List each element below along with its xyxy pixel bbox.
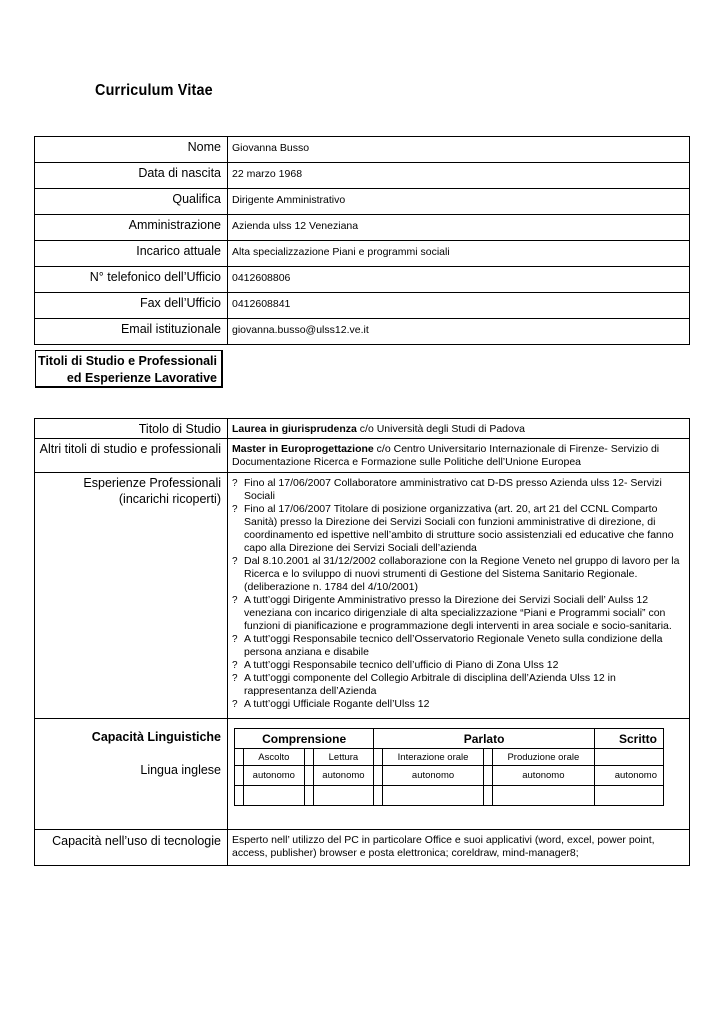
altri-titoli-master: Master in Europrogettazione [232, 443, 374, 455]
grid-empty [313, 786, 374, 806]
esperienze-label-line2: (incarichi ricoperti) [118, 492, 221, 506]
personal-row [35, 241, 690, 267]
grid-empty [483, 786, 492, 806]
level-produzione: autonomo [492, 766, 594, 786]
bullet-icon: ? [232, 595, 238, 606]
grid-spacer [304, 766, 313, 786]
bullet-icon: ? [232, 673, 238, 684]
esperienza-text: A tutt’oggi Ufficiale Rogante dell’Ulss 12 [244, 698, 430, 710]
titolo-value [228, 419, 690, 439]
esperienza-text: A tutt’oggi Responsabile tecnico dell’ufficio di Piano di Zona Ulss 12 [244, 659, 559, 671]
personal-row [35, 163, 690, 189]
personal-value: Giovanna Busso [228, 137, 690, 163]
grid-spacer [235, 749, 244, 766]
level-ascolto: autonomo [244, 766, 305, 786]
sub-interazione: Interazione orale [383, 749, 484, 766]
personal-row [35, 215, 690, 241]
personal-label: Data di nascita [35, 163, 228, 189]
grid-spacer [483, 749, 492, 766]
personal-value: Dirigente Amministrativo [228, 189, 690, 215]
grid-empty [594, 786, 663, 806]
grid-empty [244, 786, 305, 806]
personal-row [35, 319, 690, 345]
personal-value: 0412608806 [228, 267, 690, 293]
titolo-degree: Laurea in giurisprudenza [232, 423, 357, 435]
tecnologie-row [35, 830, 690, 866]
capacita-linguistiche-label: Capacità Linguistiche [91, 730, 221, 744]
personal-row [35, 137, 690, 163]
grid-spacer [374, 766, 383, 786]
personal-row [35, 267, 690, 293]
esperienza-item [232, 659, 689, 672]
titolo-label: Titolo di Studio [35, 419, 228, 439]
grid-spacer [483, 766, 492, 786]
section-heading-line1: Titoli di Studio e Professionali [38, 354, 217, 368]
level-scritto: autonomo [594, 766, 663, 786]
personal-info-table [34, 136, 690, 345]
language-grid [234, 728, 664, 806]
altri-titoli-value [228, 439, 690, 473]
esperienza-text: Dal 8.10.2001 al 31/12/2002 collaborazione con la Regione Veneto nel gruppo di lavoro per la Ricerca e lo sviluppo di nuovi strumenti di Gestione del Sistema Sanitario Regionale. (deliberazione n. 1784 del 4/10/2001) [244, 555, 680, 593]
esperienza-text: A tutt’oggi componente del Collegio Arbitrale di disciplina dell’Azienda Ulss 12 in rappresentanza dell’Azienda [244, 672, 616, 697]
grid-spacer [235, 766, 244, 786]
esperienza-item [232, 503, 689, 555]
grid-spacer [304, 749, 313, 766]
capacita-linguistiche-row [35, 719, 690, 830]
grid-empty [492, 786, 594, 806]
grid-spacer [374, 749, 383, 766]
bullet-icon: ? [232, 699, 238, 710]
esperienze-label [35, 473, 228, 719]
esperienza-item [232, 594, 689, 633]
personal-label: Nome [35, 137, 228, 163]
personal-value: Azienda ulss 12 Veneziana [228, 215, 690, 241]
tecnologie-label: Capacità nell’uso di tecnologie [35, 830, 228, 866]
personal-label: Incarico attuale [35, 241, 228, 267]
titolo-row [35, 419, 690, 439]
esperienza-text: Fino al 17/06/2007 Collaboratore amministrativo cat D-DS presso Azienda ulss 12- Servizi Sociali [244, 477, 662, 502]
esperienza-item [232, 672, 689, 698]
bullet-icon: ? [232, 634, 238, 645]
sub-produzione: Produzione orale [492, 749, 594, 766]
esperienza-text: A tutt’oggi Dirigente Amministrativo presso la Direzione dei Servizi Sociali dell’ Aulss 12 veneziana con incarico dirigenziale di alta specializzazione “Piani e Programmi sociali” con funzioni di pianificazione e programmazione degli interventi in area sociale e socio-sanitaria. [244, 594, 672, 632]
personal-label: Fax dell’Ufficio [35, 293, 228, 319]
section-heading-line2: ed Esperienze Lavorative [66, 371, 217, 385]
personal-row [35, 293, 690, 319]
titolo-institution: c/o Università degli Studi di Padova [356, 423, 525, 435]
altri-titoli-detail: c/o Centro Universitario Internazionale di Firenze- Servizio di Documentazione Ricerca e Formazione sulle Politiche dell’Unione Europea [232, 443, 660, 468]
personal-label: Qualifica [35, 189, 228, 215]
grid-empty [374, 786, 383, 806]
bullet-icon: ? [232, 478, 238, 489]
esperienza-text: Fino al 17/06/2007 Titolare di posizione organizzativa (art. 20, art 21 del CCNL Comparto Sanità) presso la Direzione dei Servizi Sociali con funzioni amministrative di direzione, di coordinamento ed ispettive nell’ambito di strutture socio assistenziali ed educative che fanno capo alla Direzione dei Servizi Sociali dell’azienda [244, 503, 674, 554]
altri-titoli-label: Altri titoli di studio e professionali [35, 439, 228, 473]
header-comprensione: Comprensione [235, 729, 374, 749]
tecnologie-value: Esperto nell’ utilizzo del PC in particolare Office e suoi applicativi (word, excel, power point, access, publisher) browser e posta elettronica; coreldraw, mind-manager8; [228, 830, 690, 866]
personal-label: Email istituzionale [35, 319, 228, 345]
sub-ascolto: Ascolto [244, 749, 305, 766]
personal-value: giovanna.busso@ulss12.ve.it [228, 319, 690, 345]
personal-value: 0412608841 [228, 293, 690, 319]
bullet-icon: ? [232, 504, 238, 515]
page-title: Curriculum Vitae [95, 82, 213, 99]
grid-empty [304, 786, 313, 806]
bullet-icon: ? [232, 660, 238, 671]
esperienze-label-line1: Esperienze Professionali [83, 476, 221, 490]
section-heading [35, 350, 223, 388]
header-parlato: Parlato [374, 729, 595, 749]
esperienza-text: A tutt’oggi Responsabile tecnico dell’Osservatorio Regionale Veneto sulla condizione della persona anziana e disabile [244, 633, 663, 658]
esperienza-item [232, 477, 689, 503]
esperienza-item [232, 633, 689, 659]
esperienza-item [232, 698, 689, 711]
esperienze-row [35, 473, 690, 719]
language-grid-cell [228, 719, 690, 830]
sub-lettura: Lettura [313, 749, 374, 766]
personal-row [35, 189, 690, 215]
level-lettura: autonomo [313, 766, 374, 786]
personal-value: Alta specializzazione Piani e programmi sociali [228, 241, 690, 267]
grid-spacer [594, 749, 663, 766]
grid-empty [235, 786, 244, 806]
personal-label: Amministrazione [35, 215, 228, 241]
grid-empty [383, 786, 484, 806]
studies-table [34, 418, 690, 866]
altri-titoli-row [35, 439, 690, 473]
esperienze-list [228, 473, 690, 719]
bullet-icon: ? [232, 556, 238, 567]
header-scritto: Scritto [594, 729, 663, 749]
capacita-linguistiche-cell [35, 719, 228, 830]
level-interazione: autonomo [383, 766, 484, 786]
personal-value: 22 marzo 1968 [228, 163, 690, 189]
lingua-inglese-label: Lingua inglese [140, 763, 221, 777]
personal-label: N° telefonico dell’Ufficio [35, 267, 228, 293]
esperienza-item [232, 555, 689, 594]
